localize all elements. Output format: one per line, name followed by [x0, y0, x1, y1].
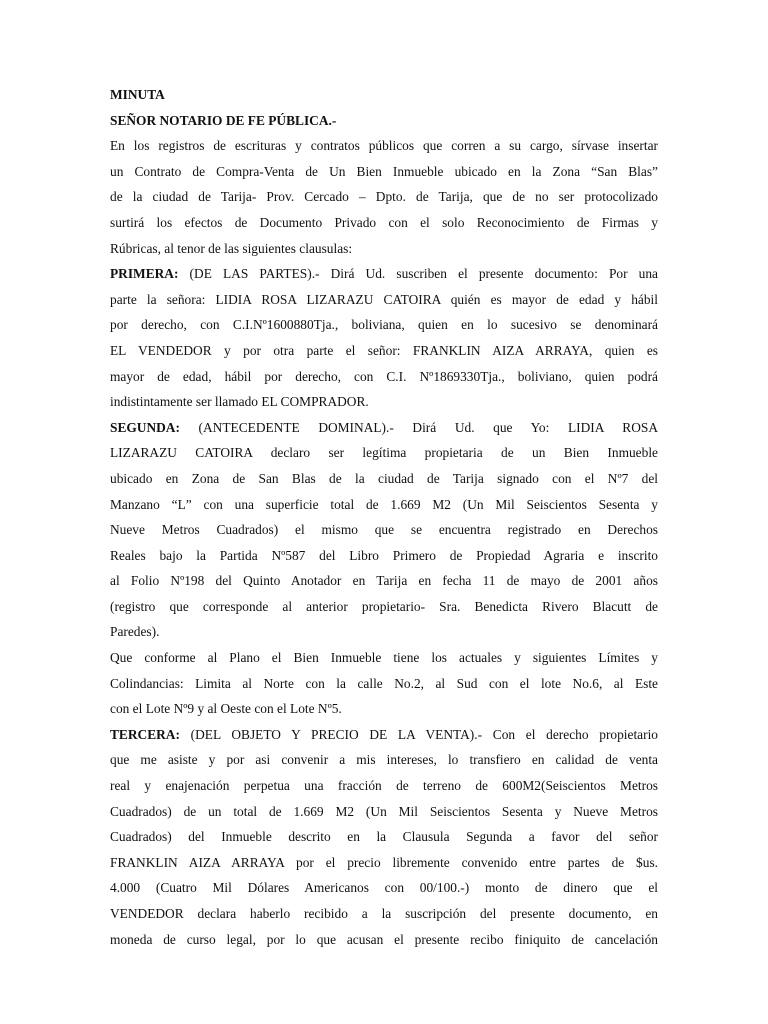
intro-paragraph: [110, 133, 658, 261]
clause-first-text: (DEL OBJETO Y PRECIO DE LA VENTA).- Con el derecho propietario: [179, 726, 658, 742]
clause-line: FRANKLIN AIZA ARRAYA por el precio libremente convenido entre partes de $us.: [110, 854, 658, 870]
clause-line: real y enajenación perpetua una fracción de terreno de 600M2(Seiscientos Metros: [110, 778, 658, 794]
intro-line: de la ciudad de Tarija- Prov. Cercado – Dpto. de Tarija, que de no ser protocolizado: [110, 189, 658, 205]
document-addressee: SEÑOR NOTARIO DE FE PÚBLICA.-: [110, 112, 337, 128]
clause-line: Nueve Metros Cuadrados) el mismo que se encuentra registrado en Derechos: [110, 522, 658, 538]
document-title: MINUTA: [110, 87, 165, 102]
clause-first-line: [110, 722, 658, 748]
intro-line: surtirá los efectos de Documento Privado con el solo Reconocimiento de Firmas y: [110, 214, 658, 230]
clause-line: indistintamente ser llamado EL COMPRADOR.: [110, 394, 369, 410]
clause-line: que me asiste y por asi convenir a mis intereses, lo transfiero en calidad de venta: [110, 752, 658, 768]
clause-line: VENDEDOR declara haberlo recibido a la suscripción del presente documento, en: [110, 906, 658, 921]
clause-first-line: [110, 261, 658, 287]
clause-label-tercera: TERCERA:: [110, 726, 180, 742]
clause-label-segunda: SEGUNDA:: [110, 419, 180, 435]
clause-first-line: [110, 415, 658, 441]
clause-line: al Folio Nº198 del Quinto Anotador en Tarija en fecha 11 de mayo de 2001 años: [110, 573, 658, 589]
clause-line: ubicado en Zona de San Blas de la ciudad de Tarija signado con el Nº7 del: [110, 470, 658, 486]
clause-line: EL VENDEDOR y por otra parte el señor: FRANKLIN AIZA ARRAYA, quien es: [110, 342, 658, 358]
clause-tercera: [110, 722, 658, 952]
clause-line: LIZARAZU CATOIRA declaro ser legítima propietaria de un Bien Inmueble: [110, 445, 658, 461]
intro-line: En los registros de escrituras y contratos públicos que corren a su cargo, sírvase insertar: [110, 138, 658, 154]
clause-first-text: (ANTECEDENTE DOMINAL).- Dirá Ud. que Yo: LIDIA ROSA: [179, 419, 658, 435]
clause-line: (registro que corresponde al anterior propietario- Sra. Benedicta Rivero Blacutt de: [110, 598, 658, 614]
clause-line: Cuadrados) del Inmueble descrito en la Clausula Segunda a favor del señor: [110, 829, 658, 845]
plano-paragraph: [110, 645, 658, 722]
plano-line: Colindancias: Limita al Norte con la calle No.2, al Sud con el lote No.6, al Este: [110, 675, 658, 691]
clause-line: Cuadrados) de un total de 1.669 M2 (Un Mil Seiscientos Sesenta y Nueve Metros: [110, 803, 658, 819]
clause-line: parte la señora: LIDIA ROSA LIZARAZU CATOIRA quién es mayor de edad y hábil: [110, 291, 658, 307]
clause-line: Reales bajo la Partida Nº587 del Libro Primero de Propiedad Agraria e inscrito: [110, 547, 658, 563]
intro-line: un Contrato de Compra-Venta de Un Bien Inmueble ubicado en la Zona “San Blas”: [110, 163, 658, 179]
clause-line: por derecho, con C.I.Nº1600880Tja., boliviana, quien en lo sucesivo se denominará: [110, 317, 658, 333]
intro-line: Rúbricas, al tenor de las siguientes clausulas:: [110, 240, 353, 256]
clause-line: Paredes).: [110, 624, 160, 640]
clause-segunda: [110, 415, 658, 645]
clause-first-text: (DE LAS PARTES).- Dirá Ud. suscriben el presente documento: Por una: [178, 266, 658, 282]
plano-line: con el Lote Nº9 y al Oeste con el Lote Nº5.: [110, 701, 342, 717]
clause-line: moneda de curso legal, por lo que acusan el presente recibo finiquito de cancelación: [110, 931, 658, 947]
clause-line: Manzano “L” con una superficie total de 1.669 M2 (Un Mil Seiscientos Sesenta y: [110, 496, 658, 512]
document-page: [110, 82, 658, 952]
clause-primera: [110, 261, 658, 415]
clause-line: 4.000 (Cuatro Mil Dólares Americanos con 00/100.-) monto de dinero que el: [110, 880, 658, 896]
clause-label-primera: PRIMERA:: [110, 266, 179, 282]
plano-line: Que conforme al Plano el Bien Inmueble tiene los actuales y siguientes Límites y: [110, 650, 658, 666]
clause-line: mayor de edad, hábil por derecho, con C.I. Nº1869330Tja., boliviano, quien podrá: [110, 368, 658, 384]
